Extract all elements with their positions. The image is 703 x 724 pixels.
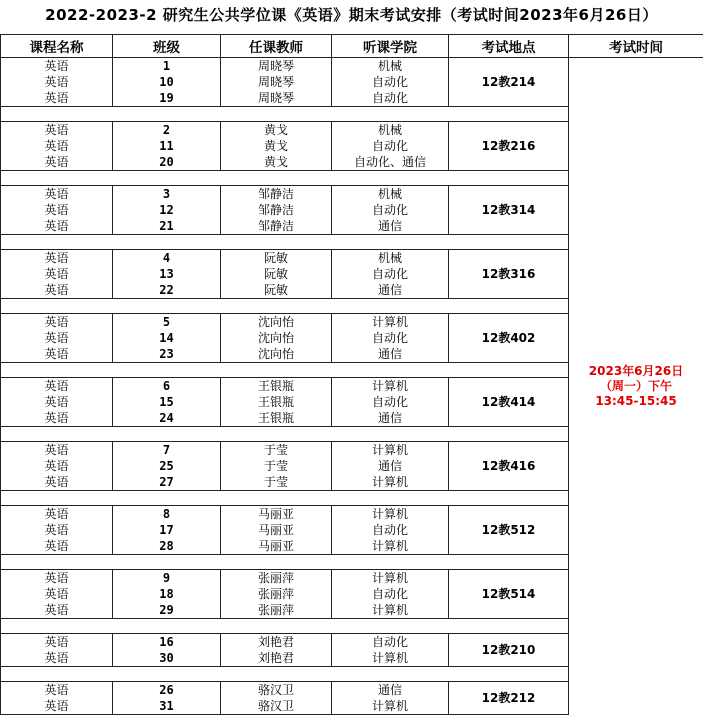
cell-course: 英语 <box>1 90 113 107</box>
cell-location: 12教512 <box>449 506 569 555</box>
separator-cell <box>221 107 332 122</box>
header-row <box>1 35 703 58</box>
cell-class: 11 <box>113 138 221 154</box>
cell-college: 通信 <box>332 282 449 299</box>
header-location: 考试地点 <box>449 35 569 58</box>
separator-cell <box>113 491 221 506</box>
separator-cell <box>1 555 113 570</box>
cell-location: 12教314 <box>449 186 569 235</box>
cell-class: 10 <box>113 74 221 90</box>
cell-course: 英语 <box>1 586 113 602</box>
cell-course: 英语 <box>1 442 113 459</box>
cell-course: 英语 <box>1 330 113 346</box>
cell-teacher: 刘艳君 <box>221 634 332 651</box>
separator-cell <box>449 619 569 634</box>
cell-college: 自动化 <box>332 522 449 538</box>
separator-cell <box>332 171 449 186</box>
separator-cell <box>113 555 221 570</box>
cell-course: 英语 <box>1 282 113 299</box>
cell-teacher: 王银瓶 <box>221 378 332 395</box>
cell-class: 26 <box>113 682 221 699</box>
cell-course: 英语 <box>1 410 113 427</box>
cell-class: 8 <box>113 506 221 523</box>
cell-teacher: 于莹 <box>221 474 332 491</box>
cell-class: 25 <box>113 458 221 474</box>
cell-class: 21 <box>113 218 221 235</box>
separator-cell <box>221 171 332 186</box>
separator-cell <box>449 667 569 682</box>
cell-teacher: 周晓琴 <box>221 90 332 107</box>
header-course: 课程名称 <box>1 35 113 58</box>
cell-course: 英语 <box>1 634 113 651</box>
cell-course: 英语 <box>1 154 113 171</box>
cell-teacher: 马丽亚 <box>221 522 332 538</box>
cell-college: 计算机 <box>332 538 449 555</box>
exam-time-line3: 13:45-15:45 <box>595 393 677 408</box>
cell-college: 自动化 <box>332 90 449 107</box>
separator-cell <box>332 667 449 682</box>
separator-cell <box>221 555 332 570</box>
cell-class: 2 <box>113 122 221 139</box>
cell-college: 自动化 <box>332 394 449 410</box>
cell-college: 计算机 <box>332 602 449 619</box>
cell-exam-time <box>569 58 703 715</box>
cell-course: 英语 <box>1 218 113 235</box>
separator-cell <box>1 363 113 378</box>
cell-location: 12教210 <box>449 634 569 667</box>
cell-teacher: 阮敏 <box>221 266 332 282</box>
cell-class: 27 <box>113 474 221 491</box>
cell-class: 15 <box>113 394 221 410</box>
separator-cell <box>1 107 113 122</box>
cell-college: 计算机 <box>332 378 449 395</box>
separator-cell <box>449 555 569 570</box>
cell-teacher: 黄戈 <box>221 154 332 171</box>
separator-cell <box>221 491 332 506</box>
cell-teacher: 王银瓶 <box>221 394 332 410</box>
cell-course: 英语 <box>1 138 113 154</box>
separator-cell <box>332 555 449 570</box>
cell-teacher: 王银瓶 <box>221 410 332 427</box>
cell-college: 机械 <box>332 186 449 203</box>
cell-class: 1 <box>113 58 221 75</box>
cell-course: 英语 <box>1 522 113 538</box>
cell-class: 9 <box>113 570 221 587</box>
separator-cell <box>1 299 113 314</box>
header-college: 听课学院 <box>332 35 449 58</box>
separator-cell <box>1 491 113 506</box>
schedule-body <box>1 58 703 715</box>
separator-cell <box>1 667 113 682</box>
cell-teacher: 张丽萍 <box>221 586 332 602</box>
cell-location: 12教414 <box>449 378 569 427</box>
separator-cell <box>221 363 332 378</box>
cell-course: 英语 <box>1 538 113 555</box>
cell-teacher: 于莹 <box>221 458 332 474</box>
cell-course: 英语 <box>1 122 113 139</box>
header-class: 班级 <box>113 35 221 58</box>
cell-class: 7 <box>113 442 221 459</box>
cell-course: 英语 <box>1 378 113 395</box>
cell-college: 计算机 <box>332 650 449 667</box>
cell-college: 自动化 <box>332 202 449 218</box>
cell-location: 12教514 <box>449 570 569 619</box>
table-row <box>1 58 703 75</box>
cell-teacher: 刘艳君 <box>221 650 332 667</box>
cell-college: 通信 <box>332 682 449 699</box>
separator-cell <box>332 363 449 378</box>
cell-course: 英语 <box>1 58 113 75</box>
separator-cell <box>113 107 221 122</box>
separator-cell <box>332 235 449 250</box>
separator-cell <box>113 427 221 442</box>
cell-teacher: 黄戈 <box>221 138 332 154</box>
cell-class: 19 <box>113 90 221 107</box>
cell-college: 自动化 <box>332 138 449 154</box>
exam-schedule-table <box>0 34 703 715</box>
cell-course: 英语 <box>1 202 113 218</box>
separator-cell <box>449 107 569 122</box>
cell-class: 24 <box>113 410 221 427</box>
cell-college: 机械 <box>332 58 449 75</box>
cell-class: 12 <box>113 202 221 218</box>
cell-location: 12教214 <box>449 58 569 107</box>
cell-class: 23 <box>113 346 221 363</box>
separator-cell <box>1 427 113 442</box>
cell-course: 英语 <box>1 682 113 699</box>
cell-teacher: 于莹 <box>221 442 332 459</box>
cell-college: 计算机 <box>332 506 449 523</box>
separator-cell <box>449 363 569 378</box>
separator-cell <box>449 427 569 442</box>
cell-college: 自动化 <box>332 74 449 90</box>
cell-college: 计算机 <box>332 474 449 491</box>
cell-class: 30 <box>113 650 221 667</box>
cell-course: 英语 <box>1 602 113 619</box>
separator-cell <box>1 171 113 186</box>
cell-location: 12教216 <box>449 122 569 171</box>
cell-course: 英语 <box>1 186 113 203</box>
cell-teacher: 邹静洁 <box>221 218 332 235</box>
cell-college: 计算机 <box>332 314 449 331</box>
cell-teacher: 邹静洁 <box>221 202 332 218</box>
cell-course: 英语 <box>1 314 113 331</box>
cell-class: 5 <box>113 314 221 331</box>
cell-teacher: 骆汉卫 <box>221 698 332 715</box>
cell-course: 英语 <box>1 650 113 667</box>
cell-course: 英语 <box>1 266 113 282</box>
cell-teacher: 张丽萍 <box>221 602 332 619</box>
cell-location: 12教416 <box>449 442 569 491</box>
cell-class: 29 <box>113 602 221 619</box>
separator-cell <box>332 299 449 314</box>
exam-time-line2: （周一）下午 <box>599 378 672 393</box>
cell-course: 英语 <box>1 346 113 363</box>
cell-class: 17 <box>113 522 221 538</box>
cell-class: 4 <box>113 250 221 267</box>
separator-cell <box>1 619 113 634</box>
cell-class: 3 <box>113 186 221 203</box>
separator-cell <box>1 235 113 250</box>
cell-location: 12教316 <box>449 250 569 299</box>
cell-teacher: 黄戈 <box>221 122 332 139</box>
cell-college: 自动化 <box>332 634 449 651</box>
cell-class: 13 <box>113 266 221 282</box>
cell-teacher: 沈向怡 <box>221 314 332 331</box>
separator-cell <box>113 171 221 186</box>
cell-college: 自动化 <box>332 586 449 602</box>
separator-cell <box>221 299 332 314</box>
separator-cell <box>221 619 332 634</box>
cell-course: 英语 <box>1 250 113 267</box>
cell-teacher: 阮敏 <box>221 282 332 299</box>
cell-course: 英语 <box>1 698 113 715</box>
separator-cell <box>113 619 221 634</box>
separator-cell <box>113 363 221 378</box>
cell-college: 机械 <box>332 250 449 267</box>
header-exam-time: 考试时间 <box>569 35 703 58</box>
cell-college: 计算机 <box>332 570 449 587</box>
separator-cell <box>221 667 332 682</box>
separator-cell <box>449 491 569 506</box>
cell-teacher: 邹静洁 <box>221 186 332 203</box>
cell-course: 英语 <box>1 474 113 491</box>
separator-cell <box>113 235 221 250</box>
cell-college: 自动化 <box>332 266 449 282</box>
cell-teacher: 马丽亚 <box>221 506 332 523</box>
separator-cell <box>221 427 332 442</box>
cell-teacher: 沈向怡 <box>221 330 332 346</box>
cell-class: 6 <box>113 378 221 395</box>
cell-college: 计算机 <box>332 698 449 715</box>
cell-college: 通信 <box>332 218 449 235</box>
cell-class: 20 <box>113 154 221 171</box>
separator-cell <box>332 107 449 122</box>
cell-course: 英语 <box>1 394 113 410</box>
cell-college: 自动化、通信 <box>332 154 449 171</box>
separator-cell <box>221 235 332 250</box>
cell-location: 12教212 <box>449 682 569 715</box>
separator-cell <box>113 667 221 682</box>
cell-teacher: 周晓琴 <box>221 58 332 75</box>
separator-cell <box>332 491 449 506</box>
cell-college: 机械 <box>332 122 449 139</box>
cell-course: 英语 <box>1 458 113 474</box>
separator-cell <box>449 299 569 314</box>
separator-cell <box>449 171 569 186</box>
cell-teacher: 沈向怡 <box>221 346 332 363</box>
exam-time-line1: 2023年6月26日 <box>588 363 684 378</box>
cell-college: 通信 <box>332 346 449 363</box>
cell-teacher: 骆汉卫 <box>221 682 332 699</box>
cell-course: 英语 <box>1 74 113 90</box>
cell-class: 14 <box>113 330 221 346</box>
separator-cell <box>332 619 449 634</box>
cell-class: 18 <box>113 586 221 602</box>
separator-cell <box>332 427 449 442</box>
cell-teacher: 周晓琴 <box>221 74 332 90</box>
cell-class: 31 <box>113 698 221 715</box>
cell-course: 英语 <box>1 570 113 587</box>
cell-teacher: 马丽亚 <box>221 538 332 555</box>
separator-cell <box>113 299 221 314</box>
cell-teacher: 阮敏 <box>221 250 332 267</box>
cell-college: 通信 <box>332 410 449 427</box>
separator-cell <box>449 235 569 250</box>
cell-college: 计算机 <box>332 442 449 459</box>
cell-location: 12教402 <box>449 314 569 363</box>
page-title: 2022-2023-2 研究生公共学位课《英语》期末考试安排（考试时间2023年6月26日） <box>45 6 658 24</box>
cell-course: 英语 <box>1 506 113 523</box>
cell-teacher: 张丽萍 <box>221 570 332 587</box>
cell-class: 22 <box>113 282 221 299</box>
header-teacher: 任课教师 <box>221 35 332 58</box>
cell-college: 自动化 <box>332 330 449 346</box>
cell-class: 28 <box>113 538 221 555</box>
cell-class: 16 <box>113 634 221 651</box>
cell-college: 通信 <box>332 458 449 474</box>
